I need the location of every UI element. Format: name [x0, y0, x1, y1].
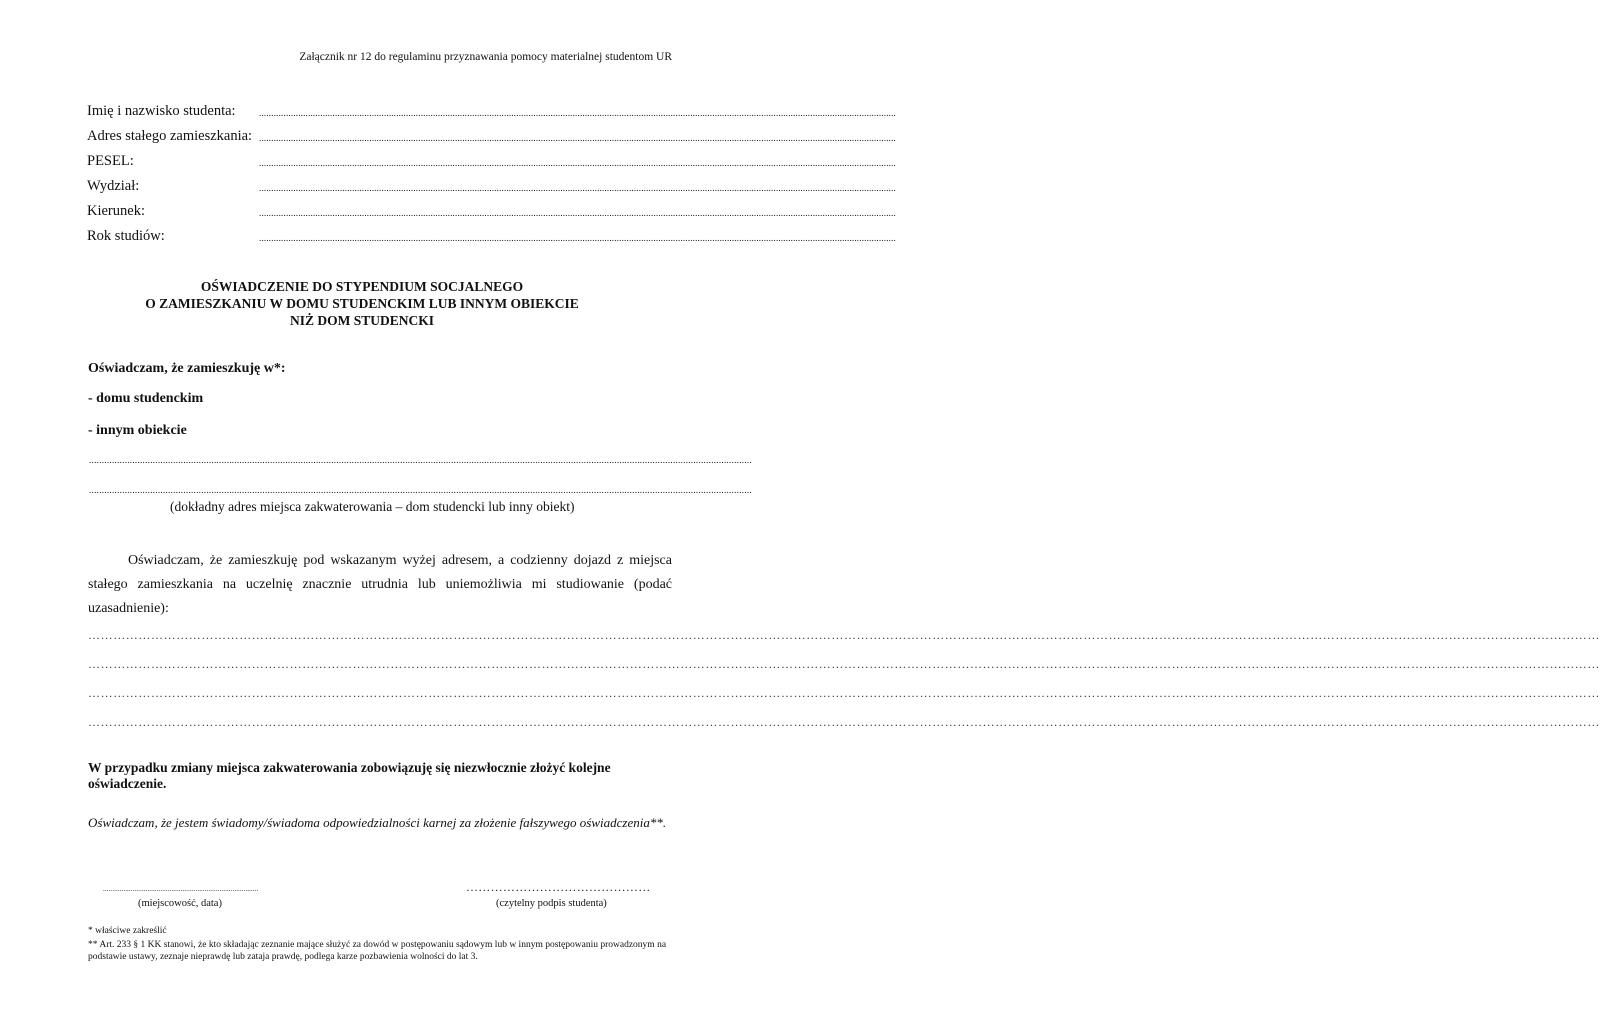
field-line-address[interactable]: .................................................................................................................................................................................................................................................................... — [259, 133, 896, 143]
document-title-line2: O ZAMIESZKANIU W DOMU STUDENCKIM LUB INNYM OBIEKCIE — [145, 296, 579, 311]
liability-statement: Oświadczam, że jestem świadomy/świadoma odpowiedzialności karnej za złożenie fałszywego oświadczenia**. — [88, 815, 667, 830]
address-line-1[interactable]: .................................................................................................................................................................................................................................................................... — [89, 455, 752, 465]
field-label-name: Imię i nazwisko studenta: — [87, 103, 236, 119]
address-line-2[interactable]: .................................................................................................................................................................................................................................................................... — [89, 485, 752, 495]
field-label-address: Adres stałego zamieszkania: — [87, 128, 253, 144]
field-line-faculty[interactable]: .................................................................................................................................................................................................................................................................... — [259, 183, 896, 193]
accommodation-change-notice: W przypadku zmiany miejsca zakwaterowania zobowiązuję się niezwłocznie złożyć kolejne oświadczenie. — [88, 760, 611, 791]
field-line-name[interactable]: .................................................................................................................................................................................................................................................................... — [259, 108, 896, 118]
address-caption: (dokładny adres miejsca zakwaterowania – dom studencki lub inny obiekt) — [170, 499, 575, 514]
signature-caption: (czytelny podpis studenta) — [496, 898, 607, 909]
field-label-faculty: Wydział: — [87, 178, 140, 194]
field-line-major[interactable]: .................................................................................................................................................................................................................................................................... — [259, 208, 896, 218]
document-title-line1: OŚWIADCZENIE DO STYPENDIUM SOCJALNEGO — [200, 279, 524, 294]
option-other-building[interactable]: - innym obiekcie — [88, 423, 187, 438]
signature-line[interactable]: ……………………………………… — [466, 880, 651, 894]
declaration-intro: Oświadczam, że zamieszkuję w*: — [88, 361, 286, 376]
field-label-year: Rok studiów: — [87, 228, 165, 244]
annex-header: Załącznik nr 12 do regulaminu przyznawania pomocy materialnej studentom UR — [299, 51, 672, 63]
field-label-pesel: PESEL: — [87, 153, 134, 169]
field-label-major: Kierunek: — [87, 203, 145, 219]
justification-paragraph — [88, 549, 672, 621]
field-line-pesel[interactable]: .................................................................................................................................................................................................................................................................... — [259, 158, 896, 168]
place-date-caption: (miejscowość, data) — [138, 898, 222, 909]
place-date-line[interactable]: .................................................................................... — [103, 885, 259, 893]
justification-line-2[interactable]: ……………………………………………………………………………………………………………………………………………………………………………………………………………………………………………………………………………………………………………………………… — [88, 657, 1600, 671]
justification-line-3[interactable]: ……………………………………………………………………………………………………………………………………………………………………………………………………………………………………………………………………………………………………………………………… — [88, 686, 1600, 700]
footnote-mark-choice: * właściwe zakreślić — [88, 926, 167, 936]
field-line-year[interactable]: .................................................................................................................................................................................................................................................................... — [259, 233, 896, 243]
document-title-line3: NIŻ DOM STUDENCKI — [289, 313, 435, 328]
justification-line-1[interactable]: ……………………………………………………………………………………………………………………………………………………………………………………………………………………………………………………………………………………………………………………………… — [88, 628, 1600, 642]
footnote-criminal-code: ** Art. 233 § 1 KK stanowi, że kto składając zeznanie mające służyć za dowód w postępowaniu sądowym lub w innym postępowaniu prowadzonym na podstawie ustawy, zeznaje nieprawdę lub zataja prawdę, podlega karze pozbawienia wolności do lat 3. — [88, 940, 667, 962]
option-dormitory[interactable]: - domu studenckim — [88, 391, 204, 406]
justification-text: Oświadczam, że zamieszkuję pod wskazanym wyżej adresem, a codzienny dojazd z miejsca stałego zamieszkania na uczelnię znacznie utrudnia lub uniemożliwia mi studiowanie (podać uzasadnienie): — [88, 553, 672, 616]
justification-line-4[interactable]: ……………………………………………………………………………………………………………………………………………………………………………………………………………………………………………………………………………………………………………………………… — [88, 715, 1600, 729]
